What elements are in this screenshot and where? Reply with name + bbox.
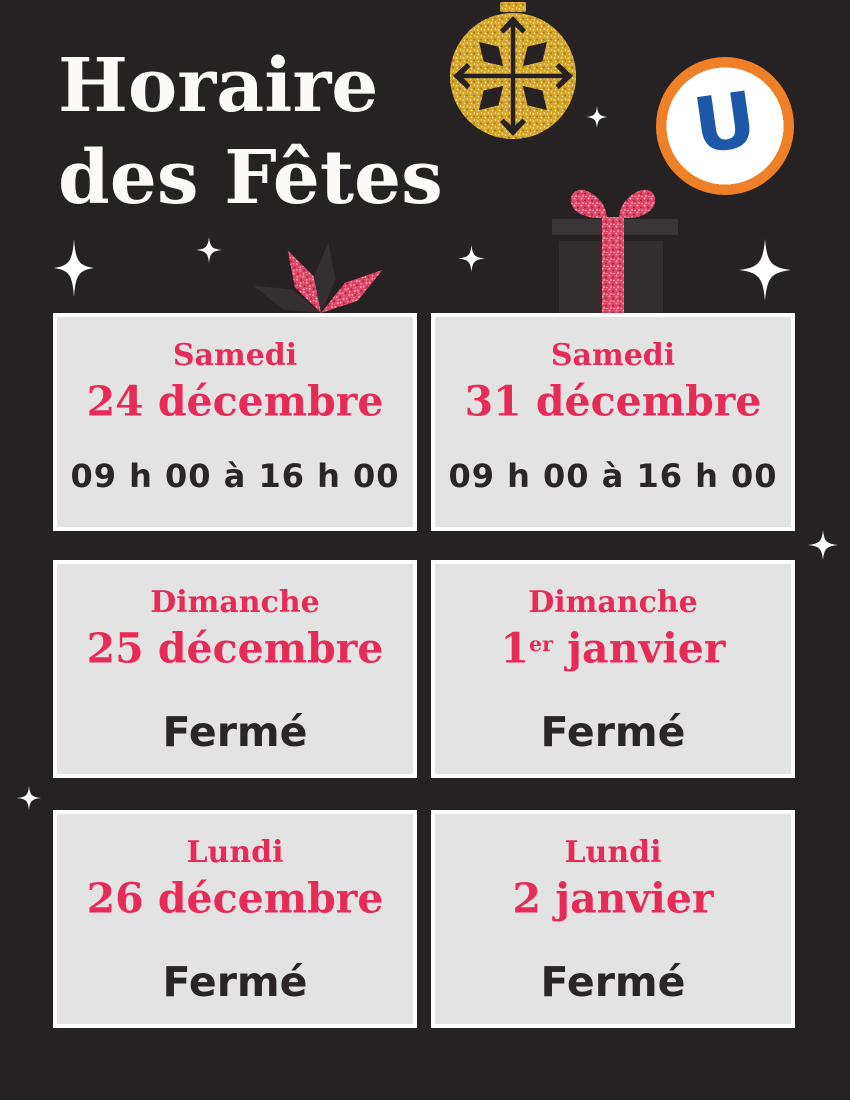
card-date: 26 décembre	[86, 874, 384, 923]
sparkle-icon	[17, 786, 41, 810]
card-day: Lundi	[564, 835, 662, 870]
card-day: Dimanche	[150, 585, 320, 620]
schedule-card-dec24	[53, 313, 417, 531]
leaf-fan-icon	[230, 232, 400, 313]
card-day: Lundi	[186, 835, 284, 870]
schedule-card-dec26	[53, 810, 417, 1028]
sparkle-icon	[808, 530, 838, 560]
card-date: 2 janvier	[512, 874, 714, 923]
title-line-1: Horaire	[58, 43, 379, 129]
card-closed-label: Fermé	[540, 958, 686, 1007]
brand-logo	[656, 57, 794, 195]
page-title	[58, 40, 443, 224]
schedule-card-dec31	[431, 313, 795, 531]
card-date: 1er janvier	[500, 624, 726, 673]
sparkle-icon	[739, 239, 791, 301]
card-hours: 09 h 00 à 16 h 00	[448, 457, 778, 496]
schedule-card-jan1	[431, 560, 795, 778]
card-date: 24 décembre	[86, 377, 384, 426]
card-day: Dimanche	[528, 585, 698, 620]
sparkle-icon	[586, 106, 608, 128]
sparkle-icon	[54, 239, 94, 297]
card-closed-label: Fermé	[162, 708, 308, 757]
gift-box-icon	[545, 183, 685, 313]
card-closed-label: Fermé	[540, 708, 686, 757]
schedule-card-jan2	[431, 810, 795, 1028]
card-date: 31 décembre	[464, 377, 762, 426]
bauble-ornament-icon	[448, 0, 578, 142]
card-day: Samedi	[172, 338, 298, 373]
title-line-2: des Fêtes	[58, 135, 443, 221]
card-closed-label: Fermé	[162, 958, 308, 1007]
brand-letter: U	[688, 74, 762, 171]
sparkle-icon	[196, 237, 222, 263]
sparkle-icon	[458, 245, 485, 272]
card-day: Samedi	[550, 338, 676, 373]
card-hours: 09 h 00 à 16 h 00	[70, 457, 400, 496]
card-date: 25 décembre	[86, 624, 384, 673]
schedule-card-dec25	[53, 560, 417, 778]
